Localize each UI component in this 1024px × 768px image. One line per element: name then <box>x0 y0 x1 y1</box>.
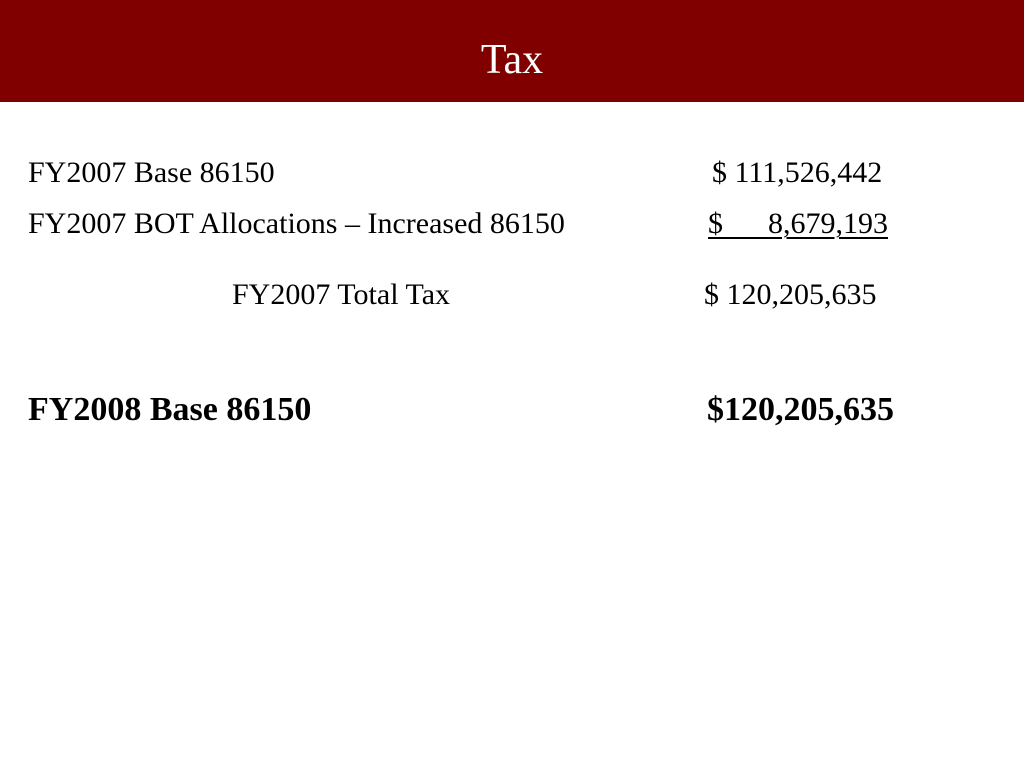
fy2008-base-label: FY2008 Base 86150 <box>28 391 312 428</box>
fy2007-bot-label: FY2007 BOT Allocations – Increased 86150 <box>28 207 565 240</box>
fy2007-total-label: FY2007 Total Tax <box>232 278 451 311</box>
fy2007-bot-amount: $ 8,679,193 <box>708 207 888 240</box>
fy2008-base-amount: $120,205,635 <box>707 391 894 428</box>
fy2007-base-label: FY2007 Base 86150 <box>28 156 275 189</box>
slide-title: Tax <box>480 37 544 83</box>
fy2007-total-amount: $ 120,205,635 <box>704 278 877 311</box>
fy2007-base-amount: $ 111,526,442 <box>712 156 883 189</box>
